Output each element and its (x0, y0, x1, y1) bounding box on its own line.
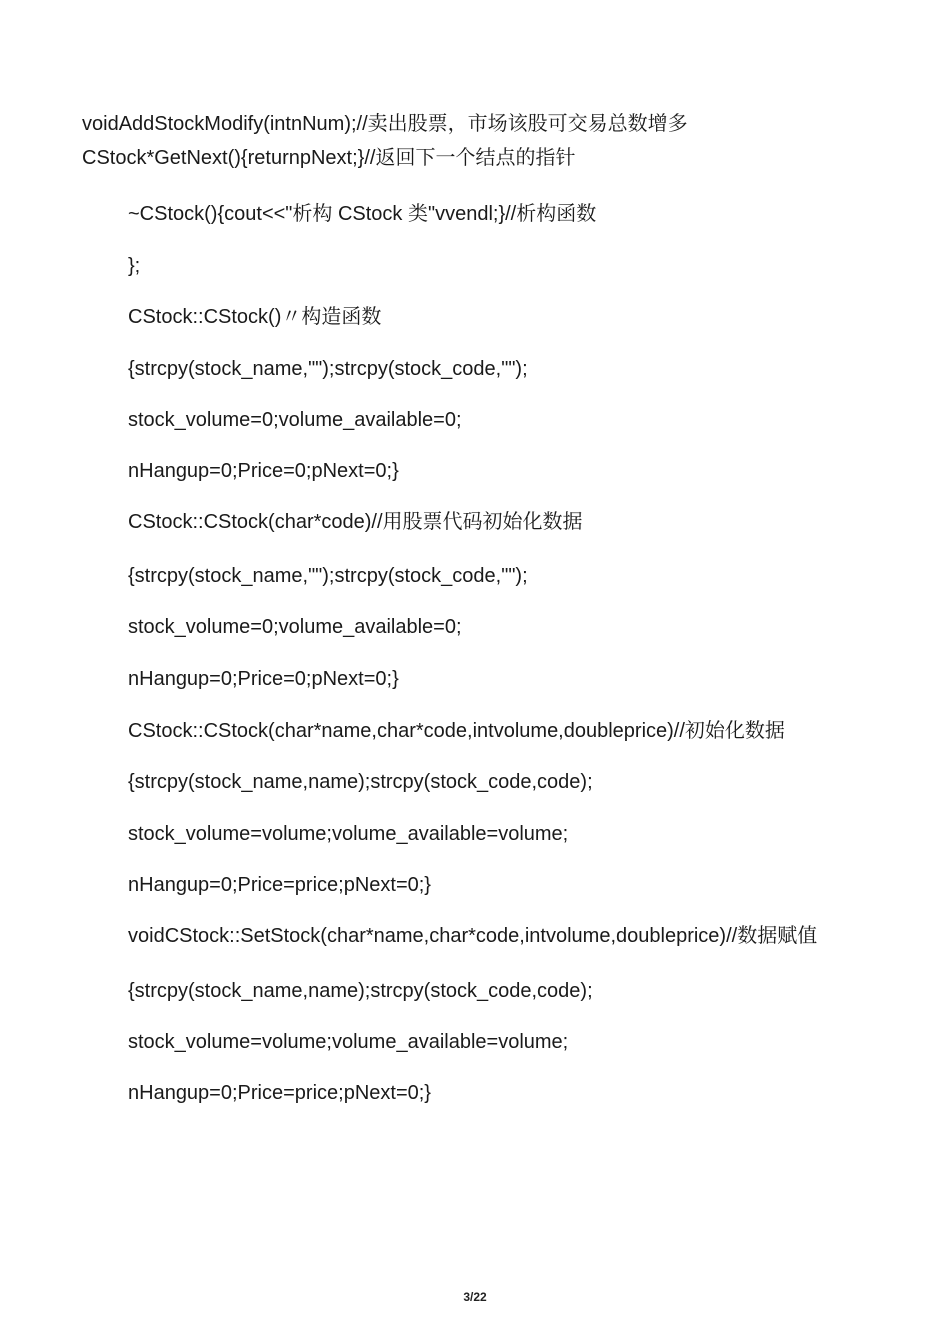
code-line-18: {strcpy(stock_name,name);strcpy(stock_code,code); (128, 980, 593, 1002)
code-line-13: CStock::CStock(char*name,char*code,intvolume,doubleprice)//初始化数据 (128, 720, 785, 742)
code-line-7: stock_volume=0;volume_available=0; (128, 409, 462, 431)
code-line-9: CStock::CStock(char*code)//用股票代码初始化数据 (128, 511, 583, 533)
code-line-1: voidAddStockModify(intnNum);//卖出股票，市场该股可交易总数增多 (82, 113, 688, 135)
code-line-19: stock_volume=volume;volume_available=volume; (128, 1031, 569, 1053)
code-line-11: stock_volume=0;volume_available=0; (128, 616, 462, 638)
code-line-10: {strcpy(stock_name,"");strcpy(stock_code,""); (128, 565, 528, 587)
code-line-6: {strcpy(stock_name,"");strcpy(stock_code,""); (128, 358, 528, 380)
code-line-5: CStock::CStock()〃构造函数 (128, 306, 382, 328)
code-line-16: nHangup=0;Price=price;pNext=0;} (128, 874, 431, 896)
code-line-20: nHangup=0;Price=price;pNext=0;} (128, 1082, 431, 1104)
page-number: 3/22 (463, 1290, 487, 1304)
code-line-3: ~CStock(){cout<<"析构 CStock 类"vvendl;}//析构函数 (128, 203, 597, 225)
code-line-4: }; (128, 255, 141, 277)
code-line-15: stock_volume=volume;volume_available=volume; (128, 823, 569, 845)
code-line-12: nHangup=0;Price=0;pNext=0;} (128, 668, 399, 690)
code-line-8: nHangup=0;Price=0;pNext=0;} (128, 460, 399, 482)
code-line-14: {strcpy(stock_name,name);strcpy(stock_code,code); (128, 771, 593, 793)
code-line-17: voidCStock::SetStock(char*name,char*code,intvolume,doubleprice)//数据赋值 (128, 925, 818, 947)
code-line-2: CStock*GetNext(){returnpNext;}//返回下一个结点的指针 (82, 147, 576, 169)
